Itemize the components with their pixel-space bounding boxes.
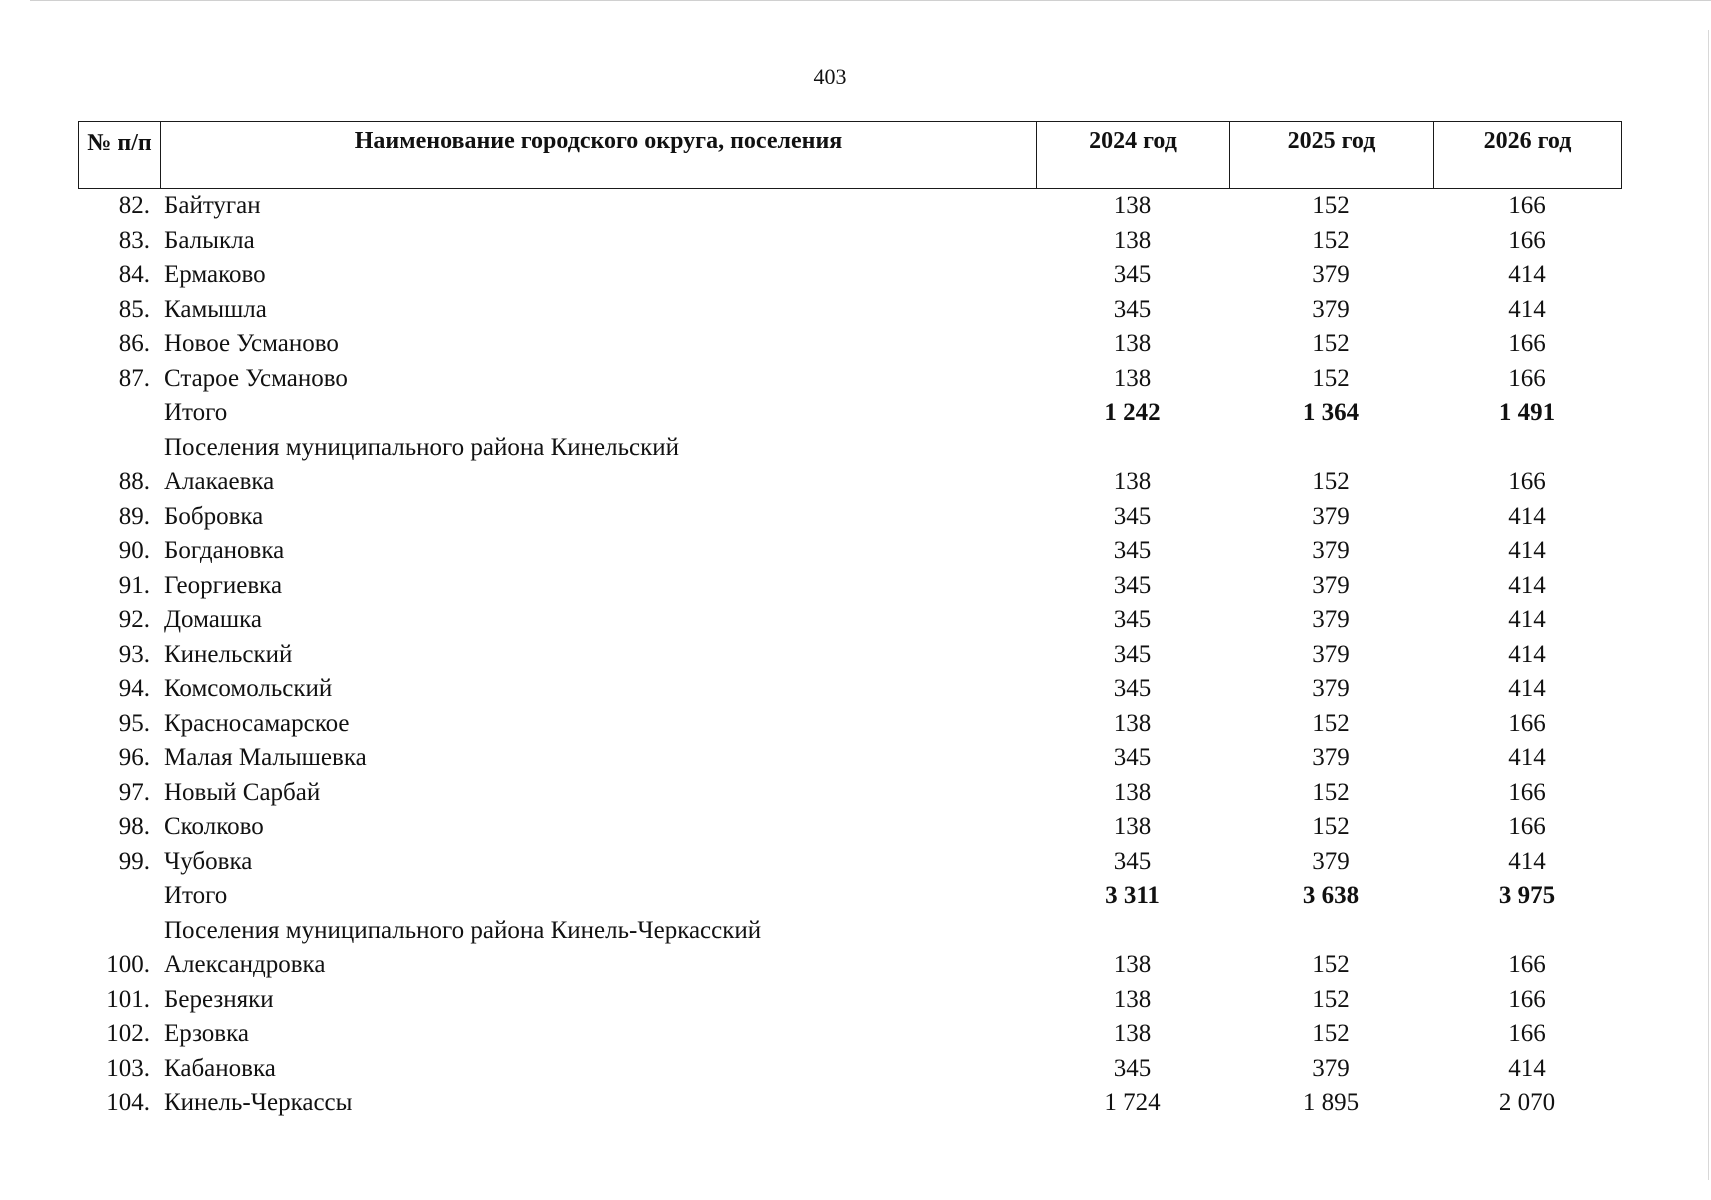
- row-number: 84.: [118, 261, 150, 288]
- row-value-2024: 138: [1113, 813, 1152, 840]
- row-name: Кинельский: [164, 640, 293, 668]
- row-value-2026: 414: [1508, 571, 1546, 599]
- table-body: [78, 189, 1621, 1121]
- row-number: [78, 396, 160, 431]
- row-value-2025: 152: [1312, 778, 1350, 806]
- row-number: 100.: [106, 951, 150, 978]
- row-value-2026: [1433, 914, 1621, 949]
- table-row: [78, 189, 1621, 224]
- row-name: Камышла: [164, 295, 267, 323]
- table-row: [78, 224, 1621, 259]
- row-value-2026: 166: [1508, 226, 1546, 254]
- row-value-2025: 152: [1312, 951, 1350, 978]
- table-row: [78, 534, 1621, 569]
- row-name: Поселения муниципального района Кинельский: [164, 433, 680, 461]
- row-name: Новый Сарбай: [164, 778, 321, 806]
- table-row: [78, 983, 1621, 1018]
- table-row: [78, 1017, 1621, 1052]
- table-row: [78, 948, 1621, 983]
- row-number: 82.: [118, 192, 150, 219]
- row-number: 90.: [118, 537, 150, 564]
- row-number: 95.: [118, 709, 150, 737]
- row-value-2026: 166: [1508, 192, 1546, 219]
- row-value-2024: [1036, 431, 1229, 466]
- page-right-edge: [1708, 30, 1709, 1180]
- table-row: [78, 500, 1621, 535]
- row-value-2026: 166: [1508, 951, 1546, 978]
- row-value-2025: 152: [1312, 1020, 1350, 1047]
- row-value-2024: 138: [1113, 778, 1152, 806]
- row-value-2024: 345: [1113, 640, 1152, 668]
- row-number: 91.: [118, 571, 150, 599]
- table-row: [78, 1052, 1621, 1087]
- table-row: [78, 465, 1621, 500]
- row-number: 101.: [106, 985, 150, 1013]
- row-number: 89.: [118, 502, 150, 530]
- row-value-2024: 138: [1113, 330, 1152, 357]
- row-value-2025: 379: [1312, 675, 1350, 702]
- row-value-2026: 1 491: [1498, 399, 1556, 426]
- table-section-row: [78, 914, 1621, 949]
- row-value-2025: 379: [1312, 295, 1350, 323]
- table-row: [78, 603, 1621, 638]
- header-2026: 2026 год: [1434, 122, 1622, 189]
- row-name: Александровка: [164, 951, 326, 978]
- row-number: 99.: [118, 847, 150, 875]
- table-row: [78, 776, 1621, 811]
- row-value-2024: 345: [1113, 295, 1152, 323]
- row-value-2024: 345: [1113, 537, 1152, 564]
- row-value-2025: 152: [1312, 226, 1350, 254]
- row-value-2026: 414: [1508, 537, 1546, 564]
- row-value-2024: 138: [1113, 1020, 1152, 1047]
- row-value-2024: 138: [1113, 985, 1152, 1013]
- row-number: [78, 914, 160, 949]
- row-name: Ермаково: [164, 261, 266, 288]
- header-num: № п/п: [79, 122, 161, 189]
- row-name: Комсомольский: [164, 675, 333, 702]
- row-value-2024: 345: [1113, 606, 1152, 633]
- row-value-2025: 1 895: [1302, 1089, 1360, 1116]
- row-value-2024: 345: [1113, 571, 1152, 599]
- table-row: [78, 845, 1621, 880]
- row-value-2025: [1229, 914, 1433, 949]
- row-value-2026: 414: [1508, 675, 1546, 702]
- row-name: Новое Усманово: [164, 330, 339, 357]
- row-value-2025: 379: [1312, 502, 1350, 530]
- row-name: Чубовка: [164, 847, 253, 875]
- row-value-2024: 345: [1113, 1054, 1152, 1082]
- row-value-2025: 379: [1312, 847, 1350, 875]
- row-value-2025: 1 364: [1302, 399, 1360, 426]
- row-value-2024: 345: [1113, 744, 1152, 771]
- row-value-2024: 345: [1113, 847, 1152, 875]
- header-2025: 2025 год: [1230, 122, 1434, 189]
- row-number: 102.: [106, 1020, 150, 1047]
- row-name: Малая Малышевка: [164, 744, 367, 771]
- row-value-2024: 345: [1113, 261, 1152, 288]
- row-value-2025: 152: [1312, 813, 1350, 840]
- row-number: 86.: [118, 330, 150, 357]
- row-value-2026: 414: [1508, 502, 1546, 530]
- row-value-2026: 414: [1508, 640, 1546, 668]
- table-row: [78, 327, 1621, 362]
- row-value-2024: 138: [1113, 192, 1152, 219]
- row-value-2026: 3 975: [1498, 882, 1556, 909]
- table-row: [78, 810, 1621, 845]
- row-number: 97.: [118, 778, 150, 806]
- row-value-2025: 152: [1312, 330, 1350, 357]
- row-value-2024: 138: [1113, 709, 1152, 737]
- row-value-2025: 379: [1312, 537, 1350, 564]
- row-value-2025: 152: [1312, 468, 1350, 495]
- row-name: Алакаевка: [164, 468, 275, 495]
- row-value-2024: 345: [1113, 502, 1152, 530]
- header-name: Наименование городского округа, поселения: [161, 122, 1037, 189]
- row-value-2025: 379: [1312, 261, 1350, 288]
- row-number: 92.: [118, 606, 150, 633]
- row-value-2025: [1229, 431, 1433, 466]
- table-total-row: [78, 879, 1621, 914]
- row-value-2024: 138: [1113, 364, 1152, 392]
- page-top-edge: [30, 0, 1711, 1]
- page-number: 403: [813, 64, 847, 89]
- row-value-2025: 379: [1312, 640, 1350, 668]
- row-value-2026: 166: [1508, 468, 1546, 495]
- header-2024: 2024 год: [1037, 122, 1230, 189]
- row-name: Георгиевка: [164, 571, 283, 599]
- row-name: Бобровка: [164, 502, 264, 530]
- row-number: 93.: [118, 640, 150, 668]
- row-value-2024: 345: [1113, 675, 1152, 702]
- table-header: [78, 121, 1622, 189]
- table-row: [78, 638, 1621, 673]
- row-number: 88.: [118, 468, 150, 495]
- table-row: [78, 362, 1621, 397]
- row-name: Ерзовка: [164, 1020, 249, 1047]
- row-value-2026: 414: [1508, 1054, 1546, 1082]
- row-value-2025: 3 638: [1302, 882, 1360, 909]
- row-value-2025: 379: [1312, 606, 1350, 633]
- row-value-2026: 166: [1508, 985, 1546, 1013]
- row-value-2025: 152: [1312, 364, 1350, 392]
- row-value-2026: 414: [1508, 606, 1546, 633]
- row-number: 83.: [118, 226, 150, 254]
- row-value-2025: 152: [1312, 985, 1350, 1013]
- row-value-2026: 414: [1508, 261, 1546, 288]
- row-name: Березняки: [164, 985, 274, 1013]
- table-row: [78, 707, 1621, 742]
- row-number: 98.: [118, 813, 150, 840]
- row-number: 85.: [118, 295, 150, 323]
- row-name: Кинель-Черкассы: [164, 1089, 353, 1116]
- row-value-2026: 414: [1508, 847, 1546, 875]
- row-value-2025: 379: [1312, 1054, 1350, 1082]
- row-name: Сколково: [164, 813, 264, 840]
- row-name: Итого: [164, 882, 228, 909]
- row-value-2024: 138: [1113, 951, 1152, 978]
- table-row: [78, 741, 1621, 776]
- row-value-2026: 2 070: [1498, 1089, 1556, 1116]
- row-value-2026: 166: [1508, 364, 1546, 392]
- table-section-row: [78, 431, 1621, 466]
- table-row: [78, 258, 1621, 293]
- row-value-2026: 166: [1508, 778, 1546, 806]
- row-name: Богдановка: [164, 537, 285, 564]
- row-name: Кабановка: [164, 1054, 276, 1082]
- row-number: 103.: [106, 1054, 150, 1082]
- row-name: Балыкла: [164, 226, 255, 254]
- row-name: Байтуган: [164, 192, 261, 219]
- table-row: [78, 293, 1621, 328]
- row-value-2026: 166: [1508, 1020, 1546, 1047]
- row-value-2025: 379: [1312, 571, 1350, 599]
- row-name: Поселения муниципального района Кинель-Черкасский: [164, 916, 762, 944]
- row-number: 96.: [118, 744, 150, 771]
- row-number: 104.: [106, 1089, 150, 1116]
- row-value-2024: 1 724: [1104, 1089, 1161, 1116]
- row-number: 94.: [118, 675, 150, 702]
- table-total-row: [78, 396, 1621, 431]
- row-value-2024: [1036, 914, 1229, 949]
- row-value-2024: 3 311: [1105, 882, 1160, 909]
- row-number: [78, 879, 160, 914]
- table-row: [78, 569, 1621, 604]
- table-row: [78, 672, 1621, 707]
- row-value-2025: 152: [1312, 709, 1350, 737]
- row-value-2026: 166: [1508, 709, 1546, 737]
- row-value-2026: [1433, 431, 1621, 466]
- row-value-2026: 414: [1508, 295, 1546, 323]
- row-name: Красносамарское: [164, 709, 350, 737]
- table-row: [78, 1086, 1621, 1121]
- row-value-2024: 1 242: [1104, 399, 1161, 426]
- row-number: [78, 431, 160, 466]
- row-name: Итого: [164, 399, 228, 426]
- row-value-2025: 379: [1312, 744, 1350, 771]
- row-value-2024: 138: [1113, 226, 1152, 254]
- row-value-2026: 166: [1508, 813, 1546, 840]
- row-value-2026: 414: [1508, 744, 1546, 771]
- row-number: 87.: [118, 364, 150, 392]
- row-name: Домашка: [164, 606, 262, 633]
- row-name: Старое Усманово: [164, 364, 348, 392]
- row-value-2025: 152: [1312, 192, 1350, 219]
- row-value-2024: 138: [1113, 468, 1152, 495]
- row-value-2026: 166: [1508, 330, 1546, 357]
